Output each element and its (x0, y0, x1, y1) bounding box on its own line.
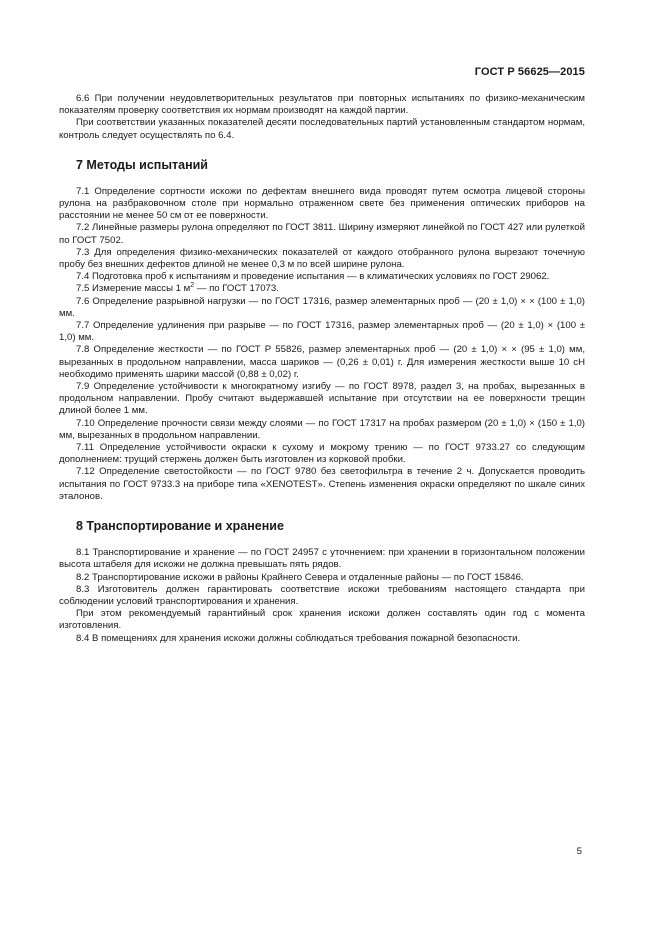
paragraph-7-5-text: 7.5 Измерение массы 1 м (76, 283, 191, 295)
paragraph-8-4: 8.4 В помещениях для хранения искожи должны соблюдаться требования пожарной безопасности. (76, 632, 521, 644)
paragraph-8-3: 8.3 Изготовитель должен гарантировать соответствие искожи требованиям настоящего стандарта при соблюдении условий транспортирования и хранения. (59, 583, 585, 607)
paragraph-8-1: 8.1 Транспортирование и хранение — по ГОСТ 24957 с уточнением: при хранении в горизонтальном положении высота штабеля для искожи не должна превышать пять рядов. (59, 547, 585, 571)
paragraph-7-5 (59, 283, 585, 295)
paragraph-8-2: 8.2 Транспортирование искожи в районы Крайнего Севера и отдаленные районы — по ГОСТ 15846. (76, 571, 524, 583)
paragraph-7-8: 7.8 Определение жесткости — по ГОСТ Р 55826, размер элементарных проб — (20 ± 1,0) × × (95 ± 1,0) мм, вырезанных в продольном направлении, масса шариков — (0,26 ± 0,01) г. Для измерения жесткости выше 10 сН необходимо применять шарики массой (0,88 ± 0,02) г. (59, 344, 585, 380)
paragraph-7-5-text-end: — по ГОСТ 17073. (194, 283, 279, 295)
document-header-standard-id: ГОСТ Р 56625—2015 (474, 66, 585, 78)
paragraph-7-12: 7.12 Определение светостойкости — по ГОСТ 9780 без светофильтра в течение 2 ч. Допускается проводить испытания по ГОСТ 9733.3 на приборе типа «XENOTEST». Степень изменения окраски определяют по шкале синих эталонов. (59, 466, 585, 502)
paragraph-7-7: 7.7 Определение удлинения при разрыве — по ГОСТ 17316, размер элементарных проб — (20 ± 1,0) × (100 ± 1,0) мм. (59, 320, 585, 344)
section-7-title: 7 Методы испытаний (76, 157, 208, 172)
paragraph-7-11: 7.11 Определение устойчивости окраски к сухому и мокрому трению — по ГОСТ 9733.27 со следующим дополнением: трущий стержень должен быть изготовлен из корковой пробки. (59, 442, 585, 466)
paragraph-7-3: 7.3 Для определения физико-механических показателей от каждого отобранного рулона вырезают точечную пробу без внешних дефектов длиной не менее 0,3 м по всей ширине рулона. (59, 246, 585, 271)
paragraph-6-6: 6.6 При получении неудовлетворительных результатов при повторных испытаниях по физико-механическим показателям проверку соответствия их нормам производят на каждой партии. (59, 93, 585, 117)
page-number: 5 (576, 846, 582, 857)
superscript-squared: 2 (190, 282, 195, 290)
paragraph-8-3-continuation: При этом рекомендуемый гарантийный срок хранения искожи должен составлять один год с момента изготовления. (59, 608, 585, 632)
paragraph-6-6-continuation: При соответствии указанных показателей десяти последовательных партий установленным стандартом нормам, контроль следует осуществлять по 6.4. (59, 117, 585, 141)
paragraph-7-2: 7.2 Линейные размеры рулона определяют по ГОСТ 3811. Ширину измеряют линейкой по ГОСТ 427 или рулеткой по ГОСТ 7502. (59, 222, 585, 246)
paragraph-7-10: 7.10 Определение прочности связи между слоями — по ГОСТ 17317 на пробах размером (20 ± 1,0) × (150 ± 1,0) мм, вырезанных в продольном направлении. (59, 417, 585, 441)
document-body (59, 93, 585, 645)
section-8-title: 8 Транспортирование и хранение (76, 519, 284, 534)
paragraph-7-9: 7.9 Определение устойчивости к многократному изгибу — по ГОСТ 8978, раздел 3, на пробах, вырезанных в продольном направлении. Пробу считают выдержавшей испытание при отсутствии на ее поверхности трещин длиной более 1 мм. (59, 381, 585, 417)
paragraph-7-1: 7.1 Определение сортности искожи по дефектам внешнего вида проводят путем осмотра лицевой стороны рулона на разбраковочном столе при нормально отраженном свете без применения оптических приборов на расстоянии не менее 50 см от ее поверхности. (59, 185, 585, 222)
paragraph-7-6: 7.6 Определение разрывной нагрузки — по ГОСТ 17316, размер элементарных проб — (20 ± 1,0) × × (100 ± 1,0) мм. (59, 295, 585, 319)
paragraph-7-4: 7.4 Подготовка проб к испытаниям и проведение испытания — в климатических условиях по ГОСТ 29062. (76, 271, 550, 283)
